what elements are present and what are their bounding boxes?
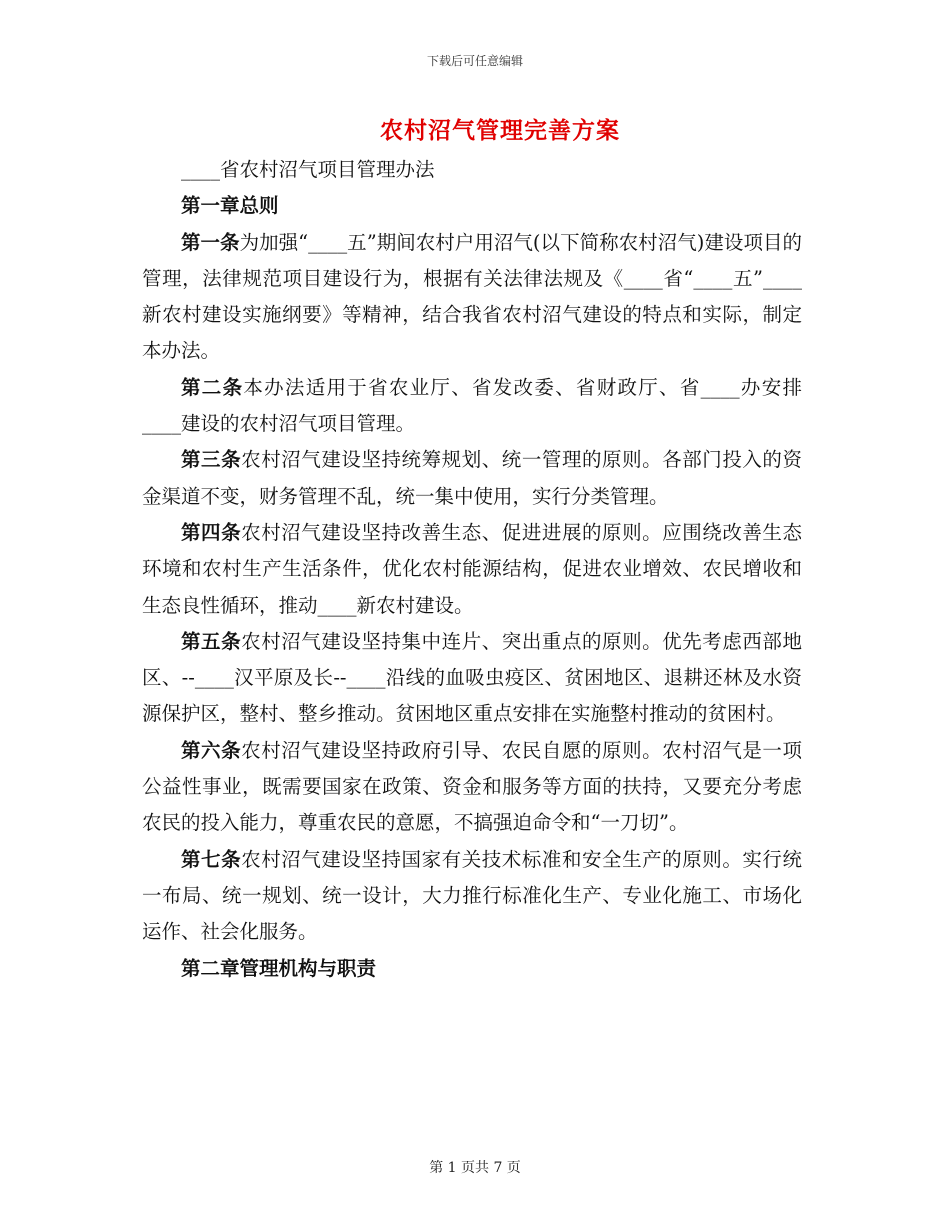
article-text: 农村沼气建设坚持改善生态、促进进展的原则。应围绕改善生态环境和农村生产生活条件，优化农村能源结构，促进农业增效、农民增收和生态良性循环，推动____新农村建设。 — [142, 520, 802, 617]
article-label: 第六条 — [181, 738, 242, 762]
document-subtitle: ____省农村沼气项目管理办法 — [181, 158, 435, 181]
page-footer: 第 1 页共 7 页 — [429, 1160, 521, 1176]
article-5 — [142, 624, 802, 733]
article-2 — [142, 370, 802, 443]
article-text: 农村沼气建设坚持统筹规划、统一管理的原则。各部门投入的资金渠道不变，财务管理不乱，统一集中使用，实行分类管理。 — [142, 448, 802, 508]
article-text: 农村沼气建设坚持政府引导、农民自愿的原则。农村沼气是一项公益性事业，既需要国家在政策、资金和服务等方面的扶持，又要充分考虑农民的投入能力，尊重农民的意愿，不搞强迫命令和“一刀切”。 — [142, 738, 802, 835]
article-label: 第四条 — [181, 520, 242, 544]
article-text: 农村沼气建设坚持国家有关技术标准和安全生产的原则。实行统一布局、统一规划、统一设计，大力推行标准化生产、专业化施工、市场化运作、社会化服务。 — [142, 847, 802, 944]
article-4 — [142, 515, 802, 624]
article-6 — [142, 733, 802, 842]
document-title: 农村沼气管理完善方案 — [380, 117, 620, 144]
article-text: 农村沼气建设坚持集中连片、突出重点的原则。优先考虑西部地区、--____汉平原及长--____沿线的血吸虫疫区、贫困地区、退耕还林及水资源保护区，整村、整乡推动。贫困地区重点安排在实施整村推动的贫困村。 — [142, 629, 802, 726]
article-7 — [142, 842, 802, 951]
article-text: 为加强“____五”期间农村户用沼气(以下简称农村沼气)建设项目的管理，法律规范项目建设行为，根据有关法律法规及《____省“____五”____新农村建设实施纲要》等精神，结合我省农村沼气建设的特点和实际，制定本办法。 — [142, 230, 802, 363]
article-label: 第二条 — [181, 375, 244, 399]
header-note: 下载后可任意编辑 — [426, 54, 523, 68]
article-label: 第五条 — [181, 629, 242, 653]
article-3 — [142, 442, 802, 515]
article-text: 本办法适用于省农业厅、省发改委、省财政厅、省____办安排____建设的农村沼气项目管理。 — [142, 375, 802, 436]
article-label: 第一条 — [181, 230, 240, 254]
article-1 — [142, 225, 802, 370]
document-body — [142, 152, 802, 987]
article-label: 第三条 — [181, 448, 242, 472]
article-label: 第七条 — [181, 847, 242, 871]
chapter-heading-2: 第二章管理机构与职责 — [181, 956, 377, 980]
chapter-heading-1: 第一章总则 — [181, 194, 279, 218]
